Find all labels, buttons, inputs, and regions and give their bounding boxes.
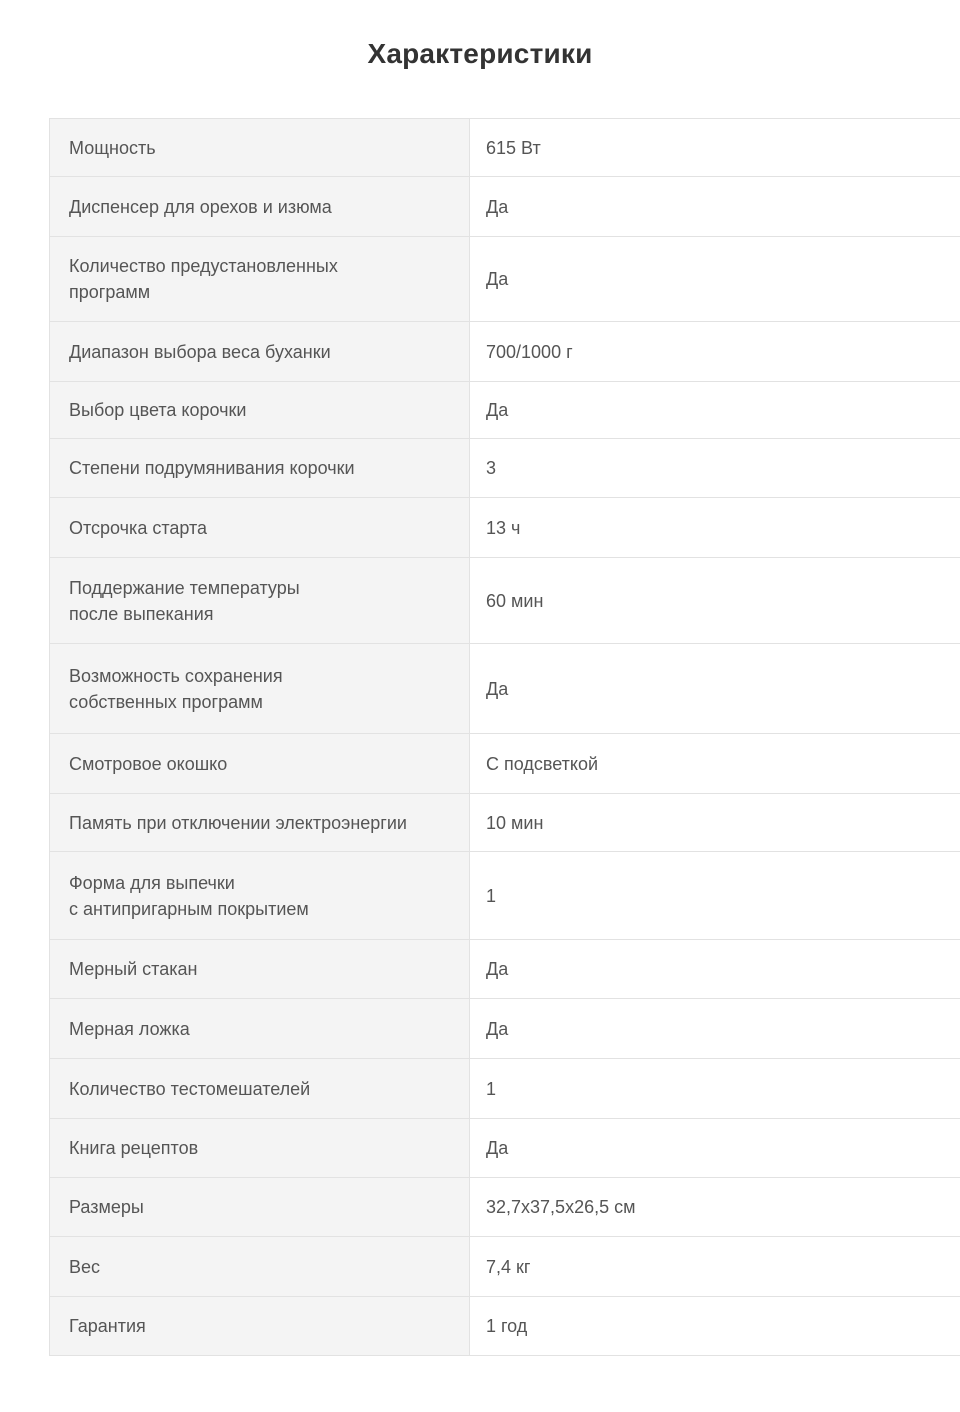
page-title: Характеристики: [367, 38, 593, 69]
spec-label: Мерная ложка: [50, 999, 470, 1059]
spec-row: [50, 794, 960, 852]
spec-row: [50, 382, 960, 439]
spec-label: Диапазон выбора веса буханки: [50, 322, 470, 382]
spec-value: С подсветкой: [470, 734, 960, 794]
spec-value: 1 год: [470, 1297, 960, 1356]
spec-row: [50, 439, 960, 498]
spec-label: Книга рецептов: [50, 1119, 470, 1178]
spec-row: [50, 852, 960, 940]
spec-row: [50, 1119, 960, 1178]
spec-row: [50, 498, 960, 558]
spec-label: Мощность: [50, 119, 470, 177]
spec-label: Количество предустановленных программ: [50, 237, 470, 322]
spec-label: Вес: [50, 1237, 470, 1297]
spec-label: Выбор цвета корочки: [50, 382, 470, 439]
spec-label: Мерный стакан: [50, 940, 470, 999]
spec-label: Степени подрумянивания корочки: [50, 439, 470, 498]
spec-label: Форма для выпечки с антипригарным покрытием: [50, 852, 470, 940]
spec-value: 1: [470, 1059, 960, 1119]
spec-value: 700/1000 г: [470, 322, 960, 382]
specifications-table: [49, 118, 960, 1356]
spec-label: Смотровое окошко: [50, 734, 470, 794]
spec-label: Гарантия: [50, 1297, 470, 1356]
spec-label: Память при отключении электроэнергии: [50, 794, 470, 852]
spec-value: Да: [470, 177, 960, 237]
spec-row: [50, 119, 960, 177]
spec-value: Да: [470, 644, 960, 734]
spec-value: Да: [470, 237, 960, 322]
spec-value: 1: [470, 852, 960, 940]
spec-row: [50, 1178, 960, 1237]
spec-value: Да: [470, 1119, 960, 1178]
spec-value: 3: [470, 439, 960, 498]
spec-value: Да: [470, 382, 960, 439]
spec-label: Поддержание температуры после выпекания: [50, 558, 470, 644]
spec-label: Количество тестомешателей: [50, 1059, 470, 1119]
spec-value: Да: [470, 940, 960, 999]
specifications-table-body: [50, 119, 960, 1356]
spec-row: [50, 322, 960, 382]
spec-value: 32,7x37,5x26,5 см: [470, 1178, 960, 1237]
spec-label: Отсрочка старта: [50, 498, 470, 558]
spec-label: Размеры: [50, 1178, 470, 1237]
spec-row: [50, 177, 960, 237]
spec-value: Да: [470, 999, 960, 1059]
spec-row: [50, 1059, 960, 1119]
spec-row: [50, 237, 960, 322]
spec-label: Возможность сохранения собственных программ: [50, 644, 470, 734]
spec-value: 13 ч: [470, 498, 960, 558]
spec-row: [50, 940, 960, 999]
spec-row: [50, 734, 960, 794]
spec-row: [50, 1237, 960, 1297]
spec-value: 7,4 кг: [470, 1237, 960, 1297]
spec-row: [50, 1297, 960, 1356]
spec-row: [50, 558, 960, 644]
spec-value: 10 мин: [470, 794, 960, 852]
spec-row: [50, 999, 960, 1059]
spec-value: 60 мин: [470, 558, 960, 644]
spec-value: 615 Вт: [470, 119, 960, 177]
spec-row: [50, 644, 960, 734]
spec-label: Диспенсер для орехов и изюма: [50, 177, 470, 237]
